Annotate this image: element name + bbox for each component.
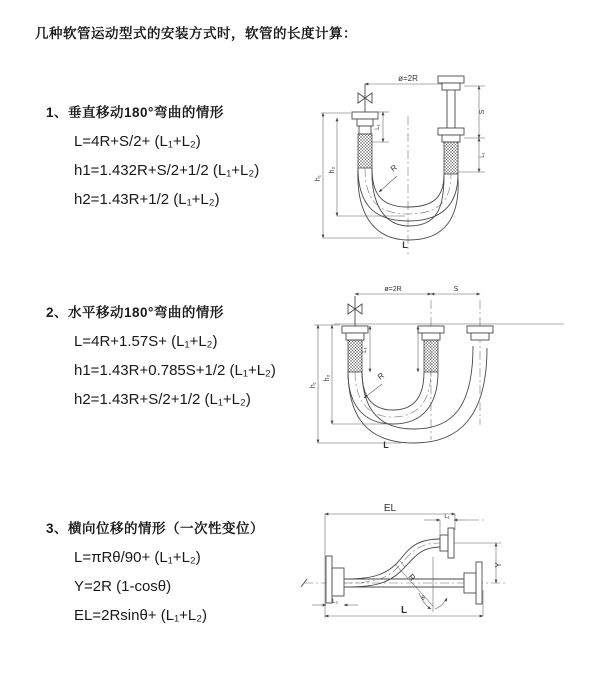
- valve-icon: [358, 84, 372, 112]
- formula-h2: h2=1.43R+S/2+1/2 (L₁+L₂): [74, 391, 251, 408]
- dim-label-h1: h₁: [315, 174, 322, 182]
- dim-label-h1: h₁: [310, 381, 317, 389]
- dim-label-y: Y: [494, 562, 503, 568]
- dim-label-h2: h₂: [324, 374, 331, 382]
- left-pipe-fitting: [352, 112, 378, 168]
- dim-label-el: EL: [383, 503, 397, 514]
- radius-callout: [364, 371, 386, 398]
- top-right-flange-displaced: [440, 528, 454, 558]
- diagram-horizontal-180-bend: [306, 280, 598, 452]
- dim-label-l1: L₁: [362, 347, 368, 353]
- angle-construction: [395, 557, 447, 612]
- dim-label-s: S: [453, 286, 459, 293]
- hose-s-curve: [344, 539, 440, 587]
- section-3-formulas: [46, 543, 324, 630]
- right-pipe-fitting: [467, 326, 493, 340]
- dim-label-l1: L₁: [375, 124, 381, 130]
- label-r: R: [406, 572, 418, 583]
- right-flange-original: [464, 562, 482, 604]
- label-r: R: [388, 162, 399, 174]
- dim-label-l1: L₁: [444, 514, 450, 520]
- radius-callout: [379, 163, 399, 192]
- formula-h1: h1=1.432R+S/2+1/2 (L₁+L₂): [74, 162, 260, 179]
- dim-label-2r: ø=2R: [398, 74, 418, 83]
- top-dimension: [355, 286, 480, 294]
- dim-label-s: S: [479, 109, 486, 115]
- radius-callout: [400, 561, 417, 583]
- dim-label-l1: L₁: [480, 152, 486, 158]
- l2-dimension: [312, 599, 358, 605]
- section-2-heading: 2、水平移动180°弯曲的情形: [46, 305, 224, 320]
- dim-label-l2: L₂: [332, 599, 338, 605]
- formula-L: L=πRθ/90+ (L₁+L₂): [74, 549, 201, 566]
- label-l: L: [383, 440, 389, 450]
- section-3-heading: 3、横向位移的情形（一次性变位）: [46, 521, 265, 536]
- formula-h2: h2=1.43R+1/2 (L₁+L₂): [74, 191, 220, 208]
- diagram-vertical-180-bend: [313, 68, 598, 258]
- section-lateral-displacement: [46, 517, 324, 630]
- section-1-formulas: [46, 127, 324, 214]
- formula-EL: EL=2Rsinθ+ (L₁+L₂): [74, 607, 208, 624]
- diagram-lateral-displacement: [296, 500, 600, 650]
- formula-L: L=4R+1.57S+ (L₁+L₂): [74, 333, 218, 350]
- formula-Y: Y=2R (1-cosθ): [74, 578, 172, 595]
- right-pipe-fitting: [438, 76, 464, 174]
- middle-pipe-fitting: [418, 326, 444, 372]
- section-vertical-180: [46, 101, 324, 214]
- valve-icon: [348, 296, 362, 326]
- label-l: L: [402, 240, 408, 250]
- label-r: R: [375, 370, 386, 382]
- page-title: 几种软管运动型式的安装方式时，软管的长度计算：: [35, 26, 357, 41]
- section-2-formulas: [46, 327, 324, 414]
- section-1-heading: 1、垂直移动180°弯曲的情形: [46, 105, 224, 120]
- formula-h1: h1=1.43R+0.785S+1/2 (L₁+L₂): [74, 362, 276, 379]
- formula-L: L=4R+S/2+ (L₁+L₂): [74, 133, 201, 150]
- l-dimension: [325, 590, 483, 616]
- dim-label-h2: h₂: [329, 166, 336, 174]
- label-theta: θ: [421, 596, 425, 602]
- dim-label-l: L: [400, 605, 408, 616]
- section-horizontal-180: [46, 301, 324, 414]
- left-flange: [326, 556, 344, 603]
- dim-label-2r: ø=2R: [384, 286, 402, 293]
- fitting-length-dimensions: [362, 326, 418, 372]
